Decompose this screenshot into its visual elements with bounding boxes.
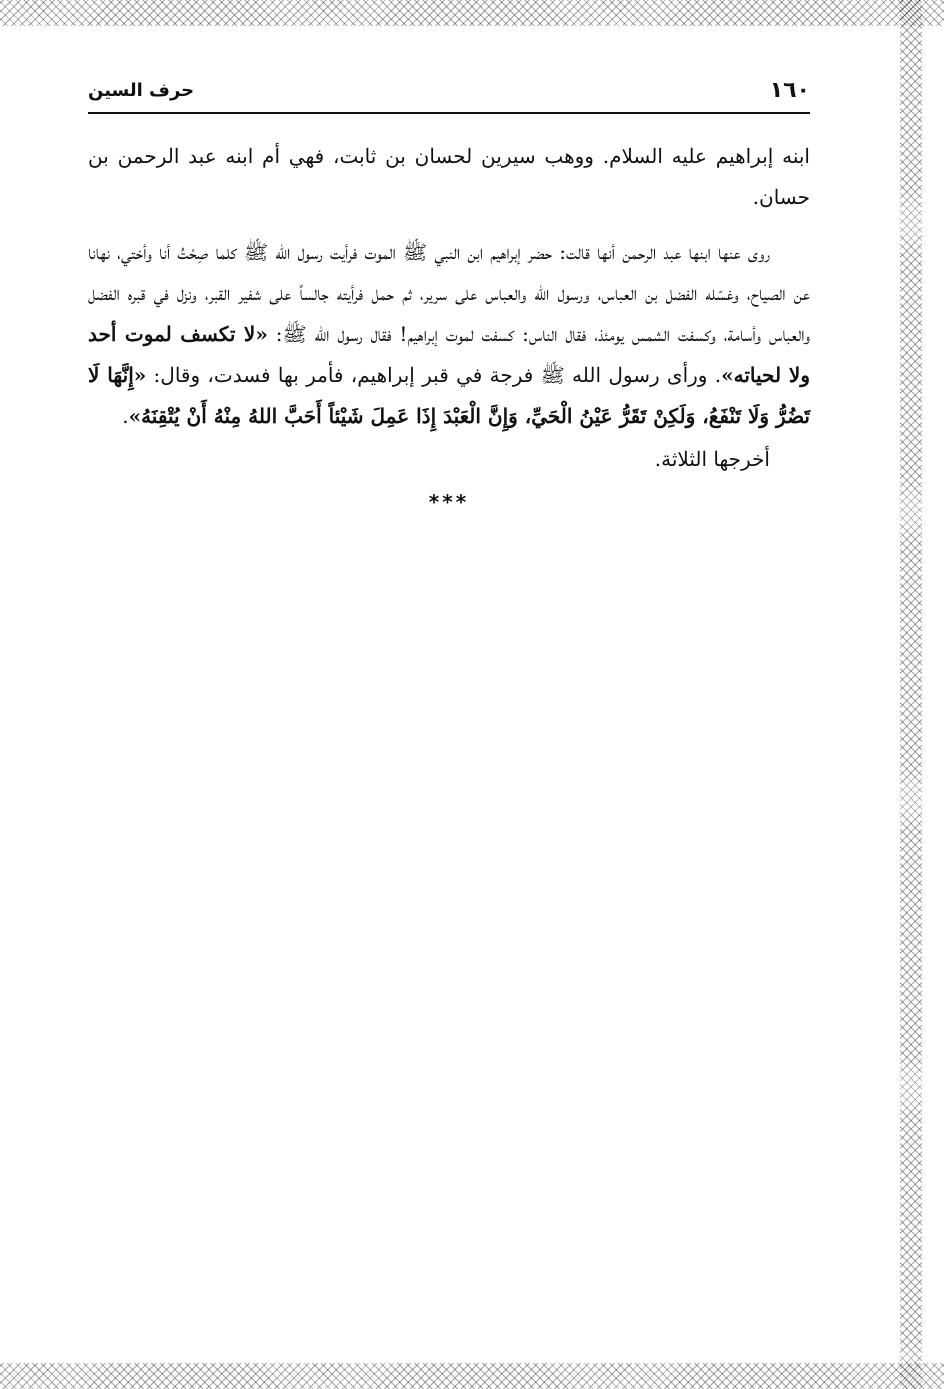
paragraph-2-end: . [122,404,129,428]
body-text [88,136,810,480]
paragraph-2 [88,232,810,437]
decorative-border-top [0,0,944,26]
section-title: حرف السين [88,80,195,101]
hadith-quote-1: «لا تكسف لموت أحد ولا لحياته» [88,322,810,387]
source-note: أخرجها الثلاثة. [654,447,770,471]
decorative-border-right [900,0,922,1389]
paragraph-2-middle: . ورأى رسول الله ﷺ فرجة في قبر إبراهيم، فأمر بها فسدت، وقال: [146,363,722,387]
section-separator: *** [428,490,470,514]
paragraph-2-lead: روى عنها ابنها عبد الرحمن أنها قالت: حضر إبراهيم ابن النبي ﷺ الموت فرأيت رسول الله ﷺ كلما صِحْتُ أنا وأختي، نهانا عن الصياح، وغسّله الفضل بن العباس، ورسول الله والعباس على سرير، ثم حمل فرأيته جالساً على شفير القبر، ونزل في قبره الفضل والعباس وأسامة، وكسفت الشمس يومئذ، فقال الناس: كسفت لموت إبراهيم! فقال رسول الله ﷺ: [88,240,811,346]
paragraph-1: ابنه إبراهيم عليه السلام. ووهب سيرين لحسان بن ثابت، فهي أم ابنه عبد الرحمن بن حسان. [88,144,810,209]
page-header [88,60,810,114]
book-page [88,60,810,514]
page-number: ١٦٠ [769,78,810,103]
hadith-quote-2: «إِنَّهَا لَا تَضُرُّ وَلَا تَنْفَعُ، وَلَكِنْ تَقَرُّ عَيْنُ الْحَيِّ، وَإِنَّ الْعَبْدَ إِذَا عَمِلَ شَيْئاً أَحَبَّ اللهُ مِنْهُ أَنْ يُتْقِنَهُ» [88,363,810,428]
decorative-border-bottom [0,1363,944,1389]
